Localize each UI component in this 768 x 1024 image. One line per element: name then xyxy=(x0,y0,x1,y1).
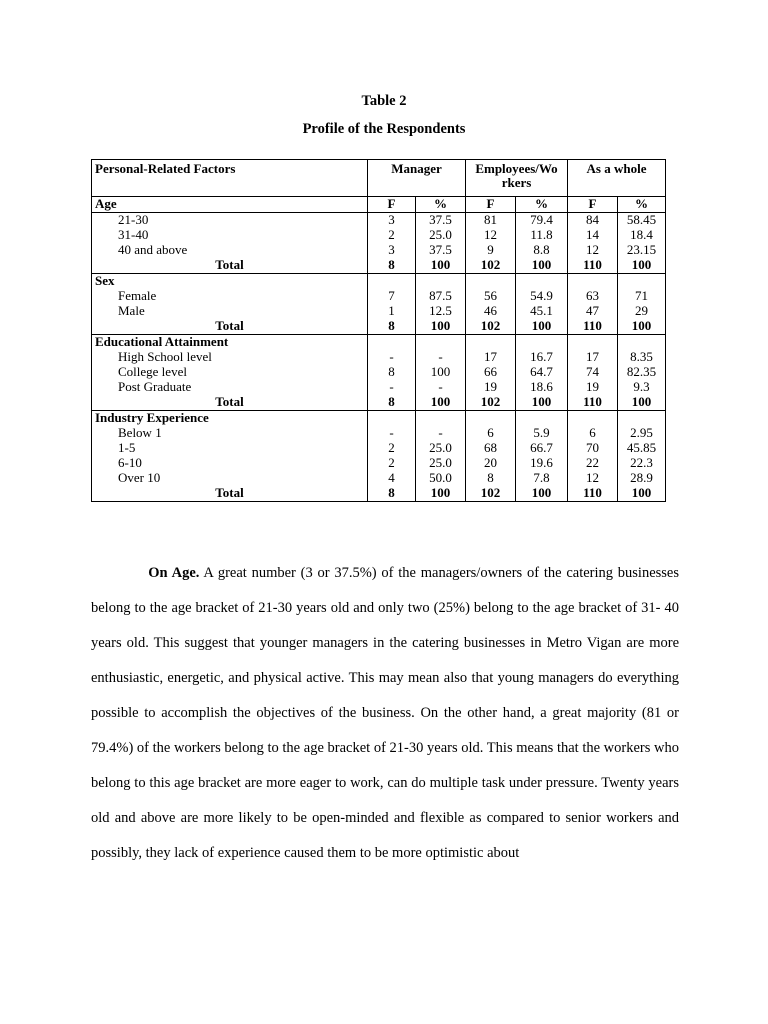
total-w-p: 100 xyxy=(618,395,666,411)
cell-e-p: 79.4 xyxy=(516,213,568,229)
total-label: Total xyxy=(92,258,368,274)
cell-m-p: - xyxy=(416,350,466,365)
profile-table-body xyxy=(92,160,666,502)
cell-e-f: 9 xyxy=(466,243,516,258)
cell-e-f: 66 xyxy=(466,365,516,380)
row-label: Below 1 xyxy=(92,426,368,441)
header-whole: As a whole xyxy=(568,160,666,197)
cell-e-f: 81 xyxy=(466,213,516,229)
cell-m-f: 2 xyxy=(368,456,416,471)
total-row xyxy=(92,319,666,335)
body-paragraph xyxy=(91,556,679,871)
empty-cell xyxy=(516,411,568,427)
profile-table xyxy=(91,159,666,502)
empty-cell xyxy=(618,274,666,290)
section-title: Educational Attainment xyxy=(92,335,368,351)
row-label: 40 and above xyxy=(92,243,368,258)
cell-m-f: 2 xyxy=(368,228,416,243)
total-w-p: 100 xyxy=(618,258,666,274)
cell-w-p: 71 xyxy=(618,289,666,304)
cell-e-p: 64.7 xyxy=(516,365,568,380)
cell-e-p: 54.9 xyxy=(516,289,568,304)
paragraph-line: A great number (3 or 37.5%) of the managers/owners of the catering businesses xyxy=(203,565,680,581)
cell-w-p: 9.3 xyxy=(618,380,666,395)
total-label: Total xyxy=(92,395,368,411)
total-m-p: 100 xyxy=(416,258,466,274)
total-w-f: 110 xyxy=(568,486,618,502)
section-header-row xyxy=(92,197,666,213)
total-m-f: 8 xyxy=(368,319,416,335)
cell-m-f: 2 xyxy=(368,441,416,456)
subheader-cell: F xyxy=(368,197,416,213)
cell-w-f: 6 xyxy=(568,426,618,441)
cell-e-f: 8 xyxy=(466,471,516,486)
cell-e-p: 66.7 xyxy=(516,441,568,456)
section-header-row xyxy=(92,274,666,290)
cell-m-p: 25.0 xyxy=(416,441,466,456)
table-row xyxy=(92,289,666,304)
paragraph-line: pressure. Twenty years old and above are more likely to be open-minded and flexible as compared xyxy=(91,775,679,826)
table-row xyxy=(92,350,666,365)
row-label: 6-10 xyxy=(92,456,368,471)
cell-e-p: 18.6 xyxy=(516,380,568,395)
cell-e-f: 56 xyxy=(466,289,516,304)
paragraph-line: more enthusiastic, energetic, and physical active. This may mean also that young managers do xyxy=(91,635,680,686)
table-header-row xyxy=(92,160,666,197)
cell-m-f: 4 xyxy=(368,471,416,486)
section-title: Industry Experience xyxy=(92,411,368,427)
empty-cell xyxy=(466,335,516,351)
total-label: Total xyxy=(92,319,368,335)
cell-m-f: - xyxy=(368,380,416,395)
total-w-f: 110 xyxy=(568,258,618,274)
paragraph-line: to senior workers and possibly, they lack of experience caused them to be more optimistic about xyxy=(91,810,679,861)
total-w-f: 110 xyxy=(568,395,618,411)
table-row xyxy=(92,213,666,229)
table-row xyxy=(92,426,666,441)
empty-cell xyxy=(618,335,666,351)
cell-w-f: 63 xyxy=(568,289,618,304)
cell-e-f: 20 xyxy=(466,456,516,471)
cell-e-p: 5.9 xyxy=(516,426,568,441)
total-m-f: 8 xyxy=(368,258,416,274)
empty-cell xyxy=(516,335,568,351)
table-row xyxy=(92,365,666,380)
cell-w-f: 47 xyxy=(568,304,618,319)
subheader-cell: % xyxy=(618,197,666,213)
cell-e-f: 6 xyxy=(466,426,516,441)
total-e-p: 100 xyxy=(516,395,568,411)
empty-cell xyxy=(466,274,516,290)
row-label: Male xyxy=(92,304,368,319)
cell-m-f: 1 xyxy=(368,304,416,319)
cell-e-f: 68 xyxy=(466,441,516,456)
cell-w-f: 14 xyxy=(568,228,618,243)
row-label: College level xyxy=(92,365,368,380)
cell-w-f: 74 xyxy=(568,365,618,380)
header-factor: Personal-Related Factors xyxy=(92,160,368,197)
table-number: Table 2 xyxy=(361,93,407,109)
header-employees-line1: Employees/Wo xyxy=(475,161,558,176)
section-header-row xyxy=(92,335,666,351)
paragraph-line: majority (81 or 79.4%) of the workers belong to the age bracket of 21-30 years old. This means xyxy=(91,705,680,756)
cell-m-f: 8 xyxy=(368,365,416,380)
cell-w-p: 29 xyxy=(618,304,666,319)
cell-m-p: - xyxy=(416,380,466,395)
empty-cell xyxy=(568,411,618,427)
cell-m-f: 7 xyxy=(368,289,416,304)
header-manager: Manager xyxy=(368,160,466,197)
cell-m-p: 25.0 xyxy=(416,228,466,243)
cell-w-p: 28.9 xyxy=(618,471,666,486)
total-e-f: 102 xyxy=(466,395,516,411)
section-header-row xyxy=(92,411,666,427)
total-w-p: 100 xyxy=(618,486,666,502)
row-label: 31-40 xyxy=(92,228,368,243)
cell-e-p: 16.7 xyxy=(516,350,568,365)
cell-m-p: 37.5 xyxy=(416,213,466,229)
cell-m-p: 87.5 xyxy=(416,289,466,304)
section-title: Sex xyxy=(92,274,368,290)
paragraph-line: belong to the age bracket of 21-30 years old and only two (25%) belong to the age bracket of 31- xyxy=(91,600,661,616)
total-e-p: 100 xyxy=(516,258,568,274)
subheader-cell: % xyxy=(516,197,568,213)
empty-cell xyxy=(368,411,416,427)
cell-w-p: 22.3 xyxy=(618,456,666,471)
empty-cell xyxy=(416,335,466,351)
cell-w-f: 12 xyxy=(568,243,618,258)
cell-m-p: 25.0 xyxy=(416,456,466,471)
cell-e-p: 8.8 xyxy=(516,243,568,258)
total-m-p: 100 xyxy=(416,319,466,335)
cell-m-f: 3 xyxy=(368,243,416,258)
table-title: Profile of the Respondents xyxy=(302,121,466,137)
empty-cell xyxy=(568,274,618,290)
cell-w-f: 17 xyxy=(568,350,618,365)
total-e-f: 102 xyxy=(466,486,516,502)
total-m-f: 8 xyxy=(368,486,416,502)
cell-m-p: 37.5 xyxy=(416,243,466,258)
cell-w-p: 18.4 xyxy=(618,228,666,243)
cell-m-p: 12.5 xyxy=(416,304,466,319)
empty-cell xyxy=(368,335,416,351)
cell-e-f: 46 xyxy=(466,304,516,319)
cell-w-f: 12 xyxy=(568,471,618,486)
cell-m-f: - xyxy=(368,350,416,365)
header-employees-line2: rkers xyxy=(501,175,532,190)
cell-w-f: 19 xyxy=(568,380,618,395)
total-w-p: 100 xyxy=(618,319,666,335)
cell-w-p: 23.15 xyxy=(618,243,666,258)
cell-w-p: 45.85 xyxy=(618,441,666,456)
empty-cell xyxy=(618,411,666,427)
total-row xyxy=(92,486,666,502)
table-row xyxy=(92,304,666,319)
table-row xyxy=(92,380,666,395)
total-e-p: 100 xyxy=(516,319,568,335)
paragraph-line: that the workers who belong to this age bracket are more eager to work, can do multiple task under xyxy=(91,740,680,791)
row-label: High School level xyxy=(92,350,368,365)
cell-w-p: 2.95 xyxy=(618,426,666,441)
table-row xyxy=(92,456,666,471)
cell-w-p: 82.35 xyxy=(618,365,666,380)
paragraph-lead: On Age. xyxy=(148,565,200,581)
table-row xyxy=(92,471,666,486)
row-label: Female xyxy=(92,289,368,304)
total-label: Total xyxy=(92,486,368,502)
header-employees xyxy=(466,160,568,197)
cell-e-p: 11.8 xyxy=(516,228,568,243)
subheader-cell: % xyxy=(416,197,466,213)
paragraph-line: everything possible to accomplish the objectives of the business. On the other hand, a great xyxy=(91,670,679,721)
cell-w-f: 84 xyxy=(568,213,618,229)
cell-e-p: 19.6 xyxy=(516,456,568,471)
total-e-f: 102 xyxy=(466,258,516,274)
cell-e-f: 12 xyxy=(466,228,516,243)
cell-e-p: 45.1 xyxy=(516,304,568,319)
cell-w-p: 8.35 xyxy=(618,350,666,365)
total-m-p: 100 xyxy=(416,486,466,502)
subheader-cell: F xyxy=(466,197,516,213)
total-m-f: 8 xyxy=(368,395,416,411)
row-label: Post Graduate xyxy=(92,380,368,395)
section-title: Age xyxy=(92,197,368,213)
cell-m-f: - xyxy=(368,426,416,441)
empty-cell xyxy=(568,335,618,351)
cell-e-f: 19 xyxy=(466,380,516,395)
empty-cell xyxy=(416,411,466,427)
total-w-f: 110 xyxy=(568,319,618,335)
empty-cell xyxy=(416,274,466,290)
total-m-p: 100 xyxy=(416,395,466,411)
empty-cell xyxy=(516,274,568,290)
subheader-cell: F xyxy=(568,197,618,213)
cell-e-p: 7.8 xyxy=(516,471,568,486)
total-row xyxy=(92,258,666,274)
empty-cell xyxy=(368,274,416,290)
cell-m-p: 50.0 xyxy=(416,471,466,486)
row-label: Over 10 xyxy=(92,471,368,486)
table-row xyxy=(92,228,666,243)
cell-w-p: 58.45 xyxy=(618,213,666,229)
row-label: 21-30 xyxy=(92,213,368,229)
table-row xyxy=(92,441,666,456)
total-e-p: 100 xyxy=(516,486,568,502)
empty-cell xyxy=(466,411,516,427)
total-row xyxy=(92,395,666,411)
total-e-f: 102 xyxy=(466,319,516,335)
table-row xyxy=(92,243,666,258)
paragraph-line: 40 years old. This suggest that younger managers in the catering businesses in Metro Vigan are xyxy=(91,600,680,651)
cell-e-f: 17 xyxy=(466,350,516,365)
cell-m-p: 100 xyxy=(416,365,466,380)
cell-m-f: 3 xyxy=(368,213,416,229)
cell-m-p: - xyxy=(416,426,466,441)
cell-w-f: 70 xyxy=(568,441,618,456)
row-label: 1-5 xyxy=(92,441,368,456)
cell-w-f: 22 xyxy=(568,456,618,471)
